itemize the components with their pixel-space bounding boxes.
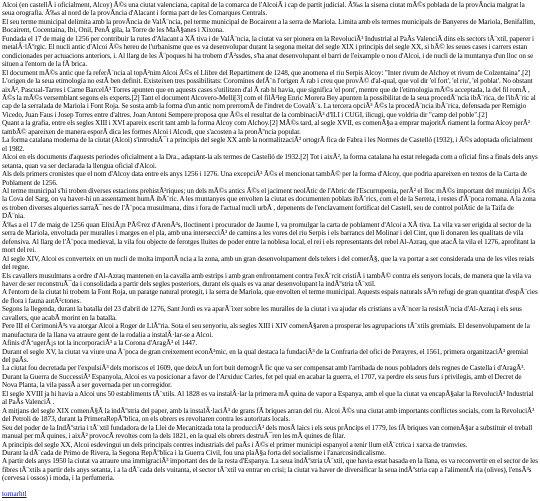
paragraph: Alcoi en els documents d'aquests periodes oficialment a la Dra., adaptant-la als termes de Castelló de 1932.[2] Tot i aixÃ², la forma catalana ha estat relegada com a oficial fins a finals dels anys setanta, quan va ser declarada la llengua oficial d'Alcoi. (2, 153, 538, 170)
paragraph: Alcoi (en castellÃ i oficialment, Alcoy) Ã©s una ciutat valenciana, capital de la comarca de l'AlcoiÃ i cap de partit judicial. Ã‰s la sisena ciutat mÃ©s poblada de la provÃncia malgrat la seua orografia. Ã‰s al nord de la provÃncia d'Alacant i forma part de les Comarques Centrals. (2, 1, 525, 18)
paragraph: Quant a la grafia, entre els segles XIII i XVI apareix escrit tant amb la forma Alcoy com Alchoy.[2] MÃ©s tard, al segle XVII, es comenÃ§a a emprar majoritÃ riament la forma Alcoy perÃ² tambÃ© apareixen de manera esporÃ dica les formes Alcoi i Alcodi, que s'acosten a la pronÃºncia popular. (2, 119, 530, 136)
article-body (2, 1, 538, 483)
paragraph: Seu del poder de la IndÃºstria i tÃ¨xtil fundadora de la Llei de Mecanitzada tota la producciÃ³ dels mosÃ laics i els seus prÃncips el 1779, les fÃ briques van comenÃ§ar a substituir el treball manual per mÃ quines, i aixÃ² provocÃ revoltes com la dels 1821, en la qual els obrers destruÃ¯ren les mÃ quines de filar. (2, 423, 533, 441)
paragraph: Els cavallers musulmans a ordre d'Al-Azraq mantenen en la cavalla amb estrips i amb gran enfrontament contra l'exÃ¨rcit cristiÃ i tambÃ© contra els senyors locals, de manera que la vila va haver de ser reconstruÃ¯da i consolidada a partir dels segles posteriors, durant els quals es va anar desenvolupant la indÃºstria tÃ¨xtil. (2, 271, 531, 288)
paragraph: Afinis d'Ã‘ugerÃ¡s tot la incorporaciÃ³ a la Corona d'AragÃ³ el 1447. (2, 339, 198, 348)
paragraph: Fundada el 17 de maig de 1256 per contribuir la rutes d'Alacant a XÃ tiva i de ValÃ¨ncia, la ciutat va ser pionera en la RevoluciÃ³ Industrial al PaÃs ValenciÃ dins els sectors tÃ¨xtil, paperer i metalÂ·lÃºrgic. El nucli antic d'Alcoi Ã©s hereu de l'urbanisme que es va desenvolupar durant la segona meitat del segle XIX i principis del segle XX, si bÃ© les seues cases i carrers estan condicionades per actuacions anteriors, i. Al llarg de les Ã¨poques hi ha trobem d'Ã²ssdes, s'ha anat desenvolupant el barri de l'eixample o nou d'Alcoi, i de nucli de la muntanya d'un lloc on se situen a l'entorn de la fÃ brica. (2, 34, 534, 69)
paragraph: Durant la Guerra de SuccessiÃ³ Espanyola, Alcoi es va posicionar a favor de l'Arxiduc Carles, fet pel qual en acabar la guerra, el 1707, va perdre els seus furs i privilegis, amb el Decret de Nova Planta, la vila passÃ a ser governada per un corregidor. (2, 372, 522, 390)
paragraph: El document mÃ©s antic que fa referÃ¨ncia al topÃ²nim Alcoi Ã©s el Llibre del Repartiment de 1248, que anomena el riu Serpis Alcoy: "Inter rivum de Alchoy et rivum de Colzentaina".[2] L'origen de la seua etimologia no estÃ ben definit. Existeixen tres possibilitats: Coromines defÃ¨n l'origen Ã rab i creu que provÃ© d'al-qual, que vol dir 'el fort', 'el riu', 'el poblat'. No obstant aixÃ², Pascual-Tarres i Carne BarcelÃ³ Torres apunten que en aquests cases s'utilitzen d'al Ã rab hi havia, que significa 'el pont', mentre que de l'etimologia mÃ©s acceptada, la del fil romÃ , Ã©s la mÃ©s versemblant segons els experts.[2] Tant el document Alcovero-Melli[3] com el filÃ²leg Enric Morera Bey apunten la possibilitat de la seua procedÃ¨ncia ibÃ¨rica, de l'ibÃ¨ric al cap de la serralada de Mariola i Font Roja. Se sosta amb la forma d'un antic nom prerromÃ de l'indret de CovalÃ¨s. La tercera opciÃ³ Ã©s la procedÃ¨ncia ibÃ¨rica, defensada per Remigio Vicedo, Juan Faus i Josep Torres entre d'altres. Joan Antoni Sempere proposa que Ã©s el resultat de la combinaciÃ³ d'ILI i CUGI, ilicugi, que voldria dir "camp del poble".[2] (2, 68, 536, 119)
paragraph: La forma catalana moderna de la ciutat (Alcoi) s'introduÃ¯t a principis del segle XX amb la normalitzaciÃ³ ortogrÃ fica de Fabra i les Normes de Castelló (1932), i Ã©s adoptada oficialment el 1982. (2, 136, 533, 153)
paragraph: Durant el segle XV, la ciutat va viure una Ã¨poca de gran creixement econÃ²mic, en la qual destaca la fundaciÃ³ de la Confraria del ofici de Perayres, el 1561, primera organitzaciÃ³ gremial del paÃs. (2, 347, 529, 365)
paragraph: Al segle XIV, Alcoi es converteix en un nucli de molta importÃ ncia a la zona, amb un gran desenvolupament dels telers i del comerÃ§, que la va portar a ser considerada una de les viles reials del regne. (2, 254, 535, 272)
paragraph: El seu terme municipal delimita amb la provÃncia de ValÃ¨ncia, pel terme municipal de Bocairent a la serra de Mariola. Limita amb els termes municipals de Banyeres de Mariola, Benifallim, Bocairent, Cocentaina, Ibi, Onil, PenÃ gila, la Torre de les MaÃ§anes i Xixona. (2, 17, 536, 35)
paragraph: A principis del segle XX, Alcoi esdevingui un dels principals centres industrials del paÃs i Ã©s el primer municipi espanyol a tenir llum elÃ¨ctrica i xarxa de tramvies. (2, 440, 468, 449)
paragraph: Pere III el CerimoniÃ³s va atorgar Alcoi a Roger de LlÃºria. Sota el seu senyoriu, als segles XIII i XIV comenÃ§aren a prosperar les agrupacions tÃ¨xtils gremials. El desenvolupament de la manufactura de la llana va atraure gent de la rodalia a instalÂ·lar-se a Alcoi. (2, 322, 530, 339)
paragraph: Durant la dÃ¨cada de Primo de Rivera, la Segona RepÃºblica i la Guerra Civil, fou una plaÃ§a forta del socialisme i l'anarcosindicalisme. (2, 449, 386, 458)
paragraph: Al terme municipal s'hi troben diverses estacions prehistÃ²riques; un dels mÃ©s antics Ã©s el jaciment neolÃtic de l'Abric de l'Escurrupenia, perÃ² el lloc mÃ©s important del municipi Ã©s la Cova del Sarg, on va haver-hi un assentament humÃ ibÃ¨ric. A les muntanyes que envolten la ciutat es documenten poblats ibÃ¨rics, com el de la Serreta, i restes d'Ã¨poca romana. A la zona es troben diverses alqueries sarraÃ¯nes de l'Ã¨poca musulmana, dins i fora de l'actual nucli urbÃ , depenents de l'enclavament fortificat del Castell, seu de control polÃtic de la Taifa de DÃ¨nia. (2, 186, 536, 221)
paragraph: A l'entorn de la ciutat hi trobem la Font Roja, un paratge natural protegit, i la serra de Mariola, que envolten el terme municipal. Aquests espais naturals sÃ³n refugi de gran quantitat d'espÃ¨cies de flora i fauna autÃ²ctones. (2, 288, 538, 305)
paragraph: La ciutat fou decretada per l'expulsiÃ³ dels moriscos el 1609, que deixÃ un fort buit demogrÃ fic que va ser compensat amb l'arribada de nous pobladors dels regnes de Castella i d'AragÃ³. (2, 364, 526, 373)
return-link[interactable]: tornarhtl (2, 489, 27, 498)
paragraph: Ã‰s a el 17 de maig de 1256 quan ElixiÃ¡n PÃ©rez d'ArenÃ³s, lloctinent i procurador de Jaume I, va promulgar la carta de poblament d'Alcoi a XÃ tiva. La vila va ser erigida al sector de la serra de Mariola, envoltada per muralles i marges en el pla, amb una intersecciÃ³ de camins a les vores del riu Serpis i els barrancs del Molinar i del Cint, que li donaren les qualitats de vila defensiva. Al llarg de l'Ã¨poca medieval, la vila fou objecte de ferotges lluites de poder entre la noblesa local, el rei i els representants del rebel Al-Azraq, que atacÃ la vila el 1276, aprofitant la mort del rei. (2, 220, 536, 255)
paragraph: Als dels primers cronistes que el nom d'Alcoy data entre els anys 1256 i 1276. Una excepciÃ³ Ã©s el mencionat tambÃ© per la forma d'Alcoy, que podria apareixen en textos de la Carta de Poblament de 1256. (2, 170, 527, 187)
paragraph: Segons la llegenda, durant la batalla del 23 d'abril de 1276, Sant Jordi es va aparÃ¨ixer sobre les muralles de la ciutat i va ajudar els cristians a vÃ¨ncer la resistÃ¨ncia d'Al-Azraq i els seus cavallers, que acabÃ morint en la batalla. (2, 305, 522, 322)
paragraph: El segle XVIII ja hi havia a Alcoi uns 50 establiments tÃ¨xtils. Al 1828 es va instalÂ·lar la primera mÃ quina de vapor a Espanya, amb el que la ciutat va encapÃ§alar la RevoluciÃ³ Industrial al PaÃs ValenciÃ . (2, 389, 534, 407)
paragraph: A partir dels anys 1950 la ciutat va atraure una immigraciÃ³ important des de la resta d'Espanya. La seua indÃºstria tÃ¨xtil, que havia estat basada en la llana, es va reconvertir en el sector de les fibres tÃ¨xtils a partir dels anys setanta, i a la dÃ¨cada dels vuitanta, el sector tÃ¨xtil va entrar en crisi; la ciutat va haver de diversificar la seua indÃºstria cap a l'alimentÃ ria (olives), l'ensÃ³s (cervesa i ossos) i moda, i la perfumeria. (2, 457, 538, 483)
paragraph: A mitjans del segle XIX comenÃ§Ã la indÃºstria del paper, amb la instalÂ·laciÃ³ de grans fÃ briques arran del riu. Alcoi Ã©s una ciutat amb importants conflictes socials, com la RevoluciÃ³ del Petroli de 1873, durant la PrimeraRepÃºblica, on els obrers es revoltaren contra les autoritats locals. (2, 406, 535, 424)
article-page (2, 1, 538, 501)
